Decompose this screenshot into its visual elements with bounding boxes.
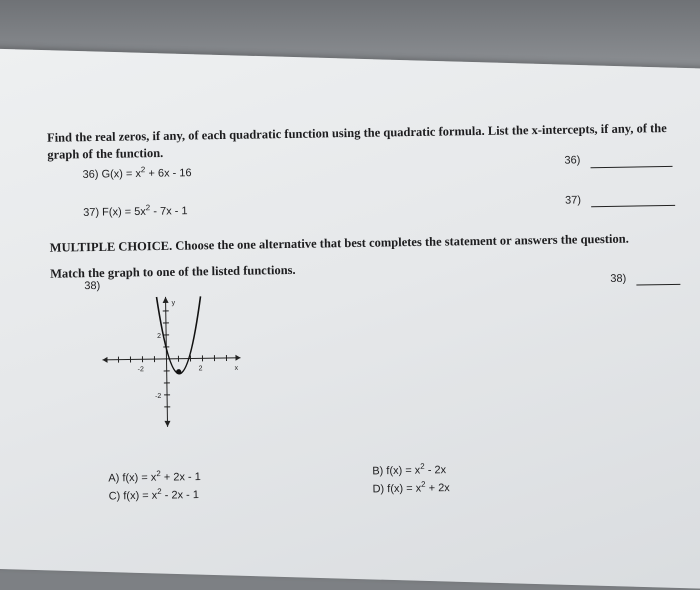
instructions-line-1: Find the real zeros, if any, of each quadratic function using the quadratic formula. List the x-intercepts, if any, of the: [47, 121, 667, 146]
x-axis: [102, 358, 240, 360]
axis-y-label: y: [172, 300, 176, 307]
q36-exponent: 2: [141, 165, 146, 174]
x-axis-arrow-right: [235, 355, 240, 361]
tick-label-x-neg2: -2: [138, 366, 144, 373]
choice-a-exponent: 2: [156, 469, 161, 478]
choice-b-exponent: 2: [420, 462, 425, 471]
choice-c-rest: - 2x - 1: [162, 489, 199, 502]
q36-rest: + 6x - 16: [145, 167, 191, 180]
multiple-choice-heading: MULTIPLE CHOICE. Choose the one alternative that best completes the statement or answers the question.: [50, 232, 629, 256]
x-axis-arrow-left: [102, 357, 107, 363]
choice-b-rest: - 2x: [425, 464, 447, 476]
answer-blank-37[interactable]: [591, 205, 675, 207]
q37-exponent: 2: [146, 203, 151, 212]
question-37: [83, 203, 188, 219]
q37-rest: - 7x - 1: [150, 205, 187, 218]
question-38-prompt: Match the graph to one of the listed functions.: [50, 263, 296, 282]
y-axis-arrow-up: [163, 297, 169, 303]
axis-x-label: x: [235, 365, 239, 372]
choice-d-exponent: 2: [421, 480, 426, 489]
q37-text: 37) F(x) = 5x: [83, 206, 146, 219]
choice-d-rest: + 2x: [426, 482, 450, 494]
q36-text: 36) G(x) = x: [82, 168, 141, 181]
choice-c-text: C) f(x) = x: [109, 490, 158, 503]
choice-a-rest: + 2x - 1: [161, 471, 201, 484]
answer-blank-36[interactable]: [591, 166, 673, 168]
choice-d[interactable]: [372, 479, 449, 495]
tick-label-y-2: 2: [157, 333, 161, 340]
instructions-line-2: graph of the function.: [47, 146, 163, 163]
y-axis-arrow-down: [164, 421, 170, 427]
question-38-number: 38): [84, 280, 100, 292]
choice-c[interactable]: [109, 486, 200, 502]
question-36: [82, 164, 191, 180]
answer-label-38: 38): [610, 273, 626, 285]
parabola-graph: [95, 292, 247, 434]
choice-a[interactable]: [108, 468, 201, 484]
choice-b[interactable]: [372, 462, 446, 478]
tick-label-x-2: 2: [199, 365, 203, 372]
tick-label-y-neg2: -2: [155, 393, 161, 400]
parabola-curve: [157, 296, 202, 374]
choice-a-text: A) f(x) = x: [108, 472, 156, 485]
answer-blank-38[interactable]: [636, 284, 680, 286]
choice-b-text: B) f(x) = x: [372, 465, 420, 478]
answer-label-36: 36): [564, 154, 580, 166]
choice-d-text: D) f(x) = x: [372, 483, 421, 496]
choice-c-exponent: 2: [157, 487, 162, 496]
answer-label-37: 37): [565, 194, 581, 206]
